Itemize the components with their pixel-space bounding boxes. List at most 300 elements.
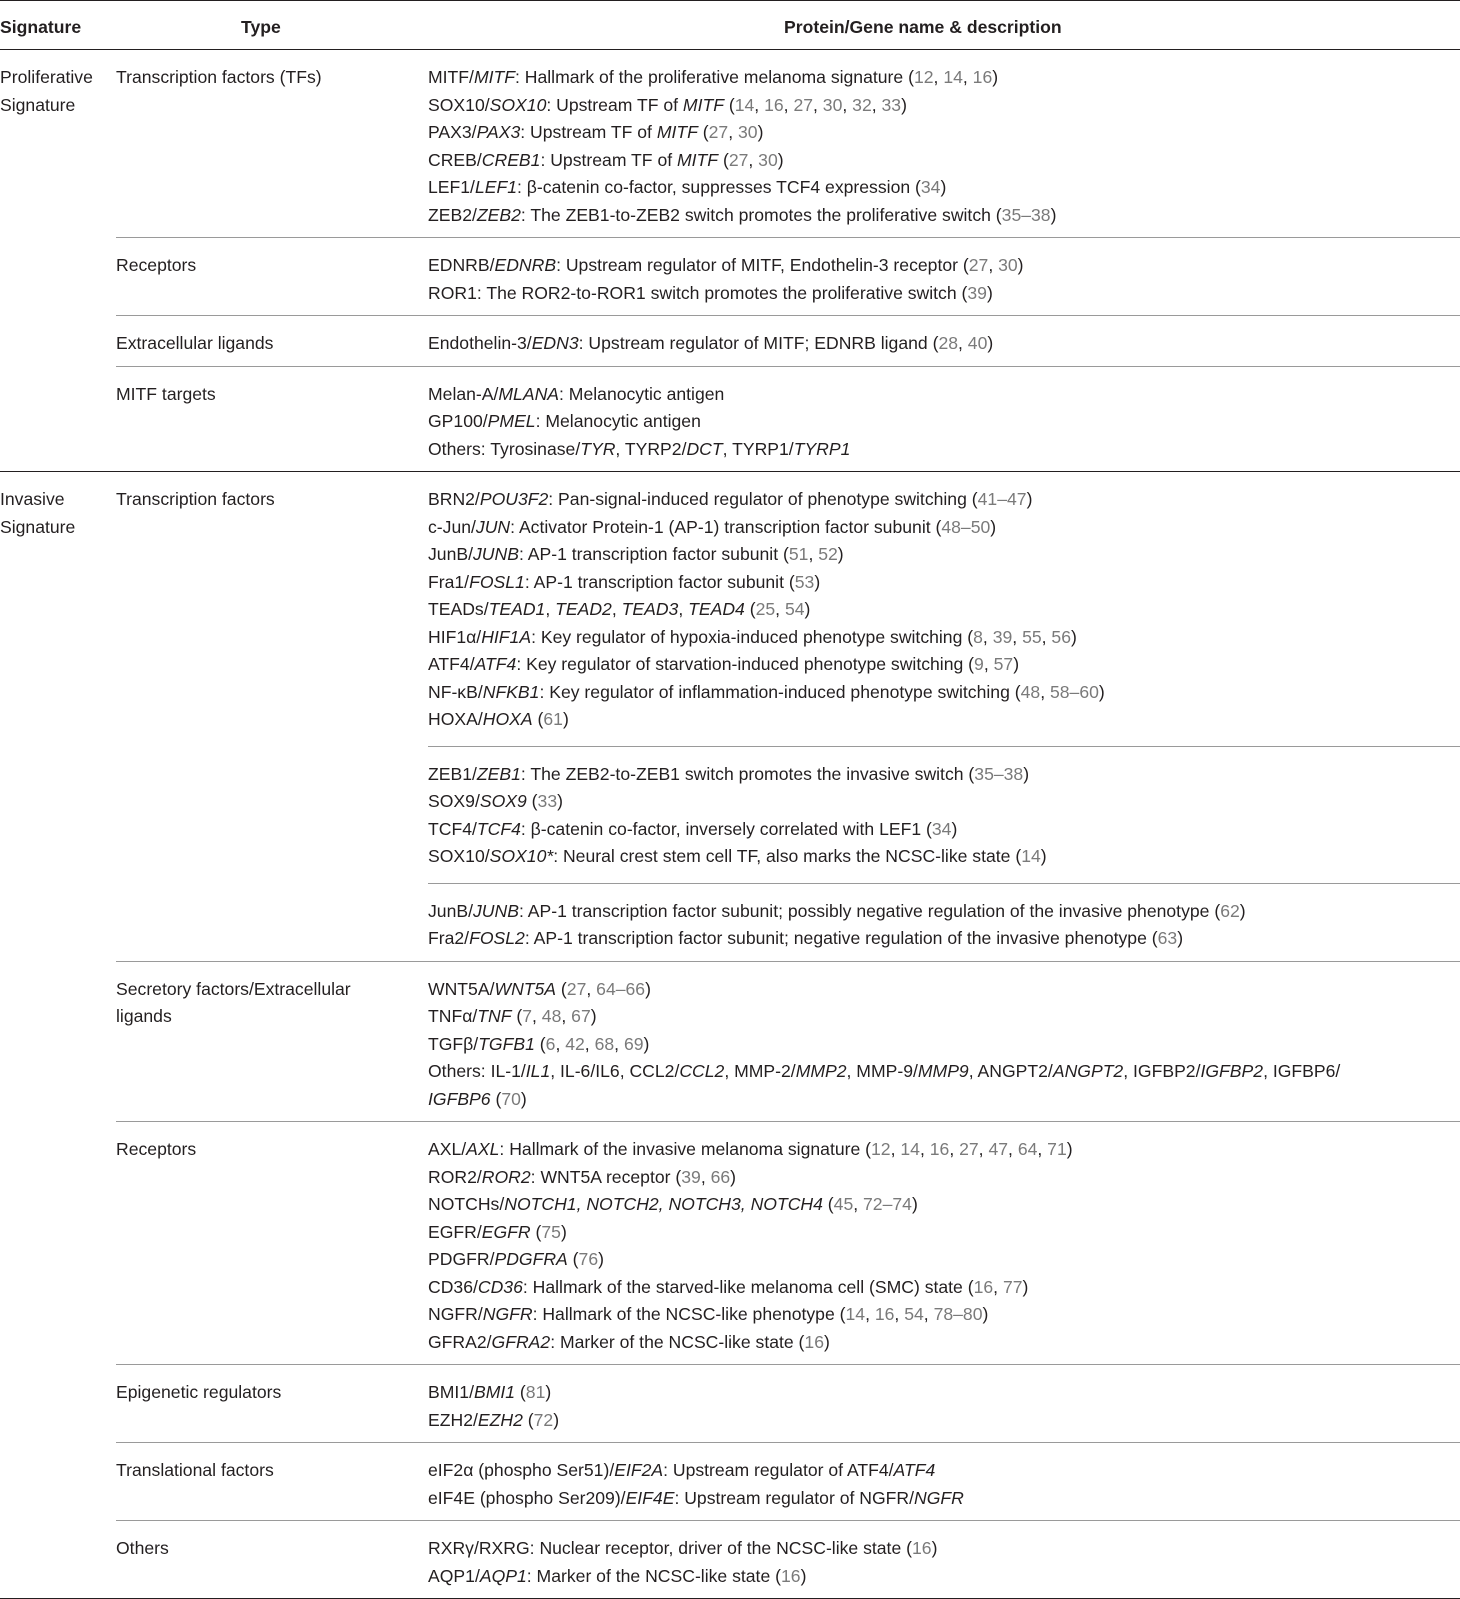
description-line	[428, 1485, 1460, 1513]
reference-number: 27	[566, 978, 587, 999]
text-segment: ,	[783, 94, 794, 115]
text-segment: CREB/	[428, 149, 482, 170]
text-segment: ,	[853, 1194, 864, 1214]
gene-symbol: IGFBP6	[428, 1088, 491, 1109]
gene-symbol: NGFR	[914, 1487, 964, 1508]
text-segment: (	[744, 599, 756, 619]
text-segment: ,	[1040, 681, 1050, 702]
description-subgroup	[428, 1136, 1460, 1356]
text-segment: : Upstream regulator of ATF4/	[663, 1460, 894, 1480]
text-segment: ,	[611, 599, 622, 619]
text-segment: Fra2/	[428, 928, 470, 948]
text-segment: : Marker of the NCSC-like state (	[550, 1331, 805, 1352]
text-segment: ZEB1/	[428, 763, 477, 784]
description-line	[428, 1219, 1460, 1247]
gene-symbol: TNF	[477, 1006, 512, 1026]
header-signature: Signature	[0, 17, 82, 37]
gene-symbol: EGFR	[481, 1221, 531, 1242]
reference-number: 55	[1022, 626, 1042, 647]
text-segment: WNT5A/	[428, 978, 495, 999]
gene-symbol: PDGFRA	[494, 1249, 568, 1269]
text-segment: )	[837, 544, 844, 564]
text-segment: SOX10/	[428, 846, 490, 866]
text-segment: TEADs/	[428, 599, 489, 619]
text-segment: : Hallmark of the starved-like melanoma cell (SMC) state (	[522, 1276, 974, 1297]
description-line	[428, 514, 1460, 542]
text-segment: )	[931, 1538, 938, 1558]
reference-number: 61	[543, 709, 563, 729]
text-segment: GFRA2/	[428, 1331, 492, 1352]
reference-number: 25	[755, 599, 776, 619]
description-line	[428, 408, 1460, 436]
description-line	[428, 252, 1460, 280]
reference-number: 56	[1051, 626, 1071, 647]
text-segment: : Hallmark of the NCSC-like phenotype (	[532, 1304, 846, 1324]
text-segment: ,	[842, 94, 853, 115]
text-segment: )	[901, 94, 907, 115]
text-segment: NOTCHs/	[428, 1194, 505, 1214]
reference-number: 66	[710, 1166, 731, 1187]
text-segment: ZEB2/	[428, 204, 477, 225]
gene-symbol: ZEB2	[476, 204, 521, 225]
text-segment: )	[757, 122, 764, 142]
gene-symbol: WNT5A	[494, 978, 557, 999]
signature-label-line: Signature	[0, 516, 76, 537]
text-segment: )	[1026, 489, 1033, 509]
header-type: Type	[241, 17, 281, 37]
description-line	[428, 761, 1460, 789]
reference-number: 30	[998, 255, 1018, 275]
text-segment: , TYRP1/	[722, 438, 794, 459]
text-segment: Fra1/	[428, 571, 470, 592]
text-segment: ,	[988, 255, 999, 275]
text-segment: ,	[865, 1304, 875, 1324]
reference-number: 33	[537, 791, 558, 811]
text-segment: )	[643, 1033, 650, 1054]
text-segment: )	[545, 1382, 552, 1402]
gene-symbol: TYR	[580, 438, 616, 459]
gene-symbol: MLANA	[498, 383, 560, 404]
reference-number: 54	[784, 599, 805, 619]
text-segment: TGFβ/	[428, 1033, 479, 1054]
text-segment: (	[532, 709, 544, 729]
type-label	[116, 381, 406, 409]
type-label-line: Receptors	[116, 1139, 197, 1159]
text-segment: ,	[775, 599, 785, 619]
gene-symbol: ANGPT2	[1052, 1061, 1124, 1081]
signature-label-line: Proliferative	[0, 67, 93, 87]
gene-symbol: SOX10*	[489, 846, 554, 866]
header-description: Protein/Gene name & description	[784, 17, 1062, 37]
reference-number: 27	[959, 1139, 979, 1159]
reference-number: 81	[525, 1382, 546, 1402]
text-segment: : Upstream regulator of MITF, Endothelin-3 receptor (	[556, 255, 969, 275]
type-group	[116, 50, 1460, 238]
gene-symbol: GFRA2	[491, 1331, 551, 1352]
reference-number: 34	[920, 177, 941, 197]
gene-symbol: HIF1A	[481, 626, 532, 647]
reference-number: 16	[780, 1565, 801, 1586]
text-segment: : Upstream TF of	[546, 94, 683, 115]
gene-symbol: NGFR	[482, 1304, 533, 1324]
reference-number: 27	[728, 149, 749, 170]
description-line	[428, 1136, 1460, 1164]
description-line	[428, 569, 1460, 597]
text-segment: HIF1α/	[428, 626, 482, 647]
description-list	[428, 1521, 1460, 1598]
description-line	[428, 1457, 1460, 1485]
text-segment: )	[1023, 763, 1030, 784]
gene-symbol: TGFB1	[478, 1033, 535, 1054]
text-segment: ,	[813, 94, 823, 115]
type-group	[116, 472, 1460, 962]
description-line	[428, 436, 1460, 464]
description-subgroup	[428, 486, 1460, 734]
reference-number: 27	[708, 122, 729, 142]
gene-symbol: FOSL1	[469, 571, 525, 592]
text-segment: ,	[754, 94, 765, 115]
text-segment: RXRγ/RXRG: Nuclear receptor, driver of the NCSC-like state (	[428, 1538, 912, 1558]
text-segment: )	[804, 599, 811, 619]
description-subgroup	[428, 1457, 1460, 1512]
text-segment: ,	[958, 333, 968, 353]
reference-number: 16	[804, 1331, 824, 1352]
reference-number: 62	[1220, 900, 1240, 921]
reference-number: 47	[988, 1139, 1009, 1159]
reference-number: 63	[1157, 928, 1178, 948]
type-group	[116, 238, 1460, 316]
type-label-line: ligands	[116, 1006, 172, 1026]
gene-symbol: LEF1	[474, 177, 518, 197]
text-segment: : AP-1 transcription factor subunit; possibly negative regulation of the invasive phenotype (	[518, 900, 1221, 921]
description-subgroup	[428, 1535, 1460, 1590]
reference-number: 33	[881, 94, 902, 115]
text-segment: NF-κB/	[428, 681, 483, 702]
type-label	[116, 1379, 406, 1407]
description-line	[428, 1274, 1460, 1302]
text-segment: AXL/	[428, 1139, 467, 1159]
reference-number: 16	[911, 1538, 932, 1558]
description-line	[428, 541, 1460, 569]
text-segment: : Hallmark of the proliferative melanoma signature (	[514, 67, 914, 87]
gene-symbol: TCF4	[476, 818, 521, 839]
description-line	[428, 1301, 1460, 1329]
text-segment: ,	[614, 1033, 624, 1054]
description-line	[428, 843, 1460, 871]
description-line	[428, 788, 1460, 816]
description-line	[428, 925, 1460, 953]
description-line	[428, 64, 1460, 92]
gene-symbol: CCL2	[679, 1061, 725, 1081]
description-line	[428, 202, 1460, 230]
gene-symbol: IGFBP2	[1200, 1061, 1264, 1081]
type-group	[116, 367, 1460, 472]
type-label-line: Secretory factors/Extracellular	[116, 978, 351, 999]
reference-number: 9	[974, 654, 984, 674]
text-segment: )	[986, 282, 993, 303]
type-label	[116, 330, 406, 358]
gene-symbol: EDN3	[531, 333, 579, 353]
description-subgroup	[428, 1379, 1460, 1434]
reference-number: 72–74	[863, 1194, 912, 1214]
text-segment: )	[1071, 626, 1077, 647]
text-segment: : AP-1 transcription factor subunit (	[524, 571, 795, 592]
description-subgroup	[428, 381, 1460, 464]
gene-symbol: MITF	[473, 67, 515, 87]
reference-number: 14	[734, 94, 755, 115]
gene-symbol: HOXA	[482, 709, 533, 729]
gene-symbol: DCT	[686, 438, 723, 459]
text-segment: : Melanocytic antigen	[559, 383, 725, 404]
type-group	[116, 316, 1460, 367]
reference-number: 64–66	[596, 978, 646, 999]
description-line	[428, 381, 1460, 409]
gene-symbol: IL1	[525, 1061, 551, 1081]
reference-number: 51	[788, 544, 809, 564]
text-segment: )	[553, 1409, 560, 1430]
text-segment: : Upstream regulator of NGFR/	[674, 1487, 914, 1508]
signature-block	[0, 50, 1460, 472]
description-line	[428, 706, 1460, 734]
description-list	[428, 1443, 1460, 1520]
text-segment: ,	[748, 149, 759, 170]
description-line	[428, 280, 1460, 308]
type-label	[116, 64, 406, 92]
text-segment: Others: Tyrosinase/	[428, 438, 581, 459]
gene-symbol: MITF	[677, 149, 719, 170]
text-segment: )	[590, 1006, 597, 1026]
type-label-line: Receptors	[116, 255, 197, 275]
reference-number: 39	[967, 282, 987, 303]
text-segment: (	[515, 1382, 526, 1402]
text-segment: )	[1022, 1276, 1029, 1297]
reference-number: 54	[904, 1304, 924, 1324]
description-line	[428, 816, 1460, 844]
gene-symbol: JUNB	[473, 900, 519, 921]
type-label	[116, 486, 406, 514]
text-segment: )	[800, 1565, 807, 1586]
description-line	[428, 1003, 1460, 1031]
description-line	[428, 1058, 1460, 1086]
reference-number: 14	[900, 1139, 920, 1159]
text-segment: ,	[1041, 626, 1052, 647]
text-segment: CD36/	[428, 1276, 478, 1297]
reference-number: 16	[764, 94, 784, 115]
text-segment: SOX9/	[428, 791, 480, 811]
type-label-line: Transcription factors	[116, 489, 275, 509]
text-segment: : AP-1 transcription factor subunit; negative regulation of the invasive phenotype (	[524, 928, 1158, 948]
text-segment: (	[522, 1409, 534, 1430]
reference-number: 67	[571, 1006, 591, 1026]
text-segment: ROR2/	[428, 1166, 482, 1187]
gene-symbol: PAX3	[476, 122, 521, 142]
text-segment: )	[520, 1088, 527, 1109]
text-segment: (	[718, 149, 729, 170]
reference-number: 40	[967, 333, 988, 353]
reference-number: 14	[845, 1304, 866, 1324]
text-segment: : Upstream regulator of MITF; EDNRB ligand (	[578, 333, 939, 353]
description-list	[428, 367, 1460, 472]
text-segment: )	[1040, 846, 1047, 866]
type-label	[116, 1136, 406, 1164]
text-segment: )	[992, 67, 999, 87]
text-segment: SOX10/	[428, 94, 490, 115]
gene-symbol: MITF	[656, 122, 698, 142]
text-segment: ,	[1008, 1139, 1018, 1159]
text-segment: BRN2/	[428, 489, 480, 509]
text-segment: BMI1/	[428, 1382, 474, 1402]
description-list	[428, 472, 1460, 961]
text-segment: (	[511, 1006, 523, 1026]
text-segment: Melan-A/	[428, 383, 499, 404]
text-segment: , ANGPT2/	[968, 1061, 1053, 1081]
text-segment: eIF4E (phospho Ser209)/	[428, 1487, 626, 1508]
gene-symbol: TYRP1	[793, 438, 851, 459]
text-segment: ,	[894, 1304, 905, 1324]
text-segment: )	[730, 1166, 737, 1187]
reference-number: 39	[681, 1166, 701, 1187]
description-list	[428, 238, 1460, 315]
gene-symbol: AXL	[466, 1139, 500, 1159]
text-segment: , IGFBP2/	[1123, 1061, 1201, 1081]
type-group	[116, 1365, 1460, 1443]
text-segment: (	[556, 978, 567, 999]
gene-symbol: NFKB1	[482, 681, 540, 702]
gene-symbol: ROR2	[481, 1166, 531, 1187]
reference-number: 16	[973, 1276, 994, 1297]
text-segment: ,	[586, 978, 597, 999]
gene-symbol: ATF4	[474, 654, 517, 674]
gene-symbol: MMP2	[795, 1061, 847, 1081]
gene-symbol: ATF4	[893, 1460, 936, 1480]
description-line	[428, 1379, 1460, 1407]
description-subgroup	[428, 746, 1460, 871]
type-label	[116, 1535, 406, 1563]
text-segment: )	[1066, 1139, 1073, 1159]
reference-number: 12	[871, 1139, 891, 1159]
text-segment: )	[645, 978, 651, 999]
text-segment: : Key regulator of inflammation-induced phenotype switching (	[539, 681, 1021, 702]
gene-symbol: JUN	[475, 516, 511, 537]
description-line	[428, 596, 1460, 624]
text-segment: )	[557, 791, 563, 811]
text-segment: ,	[933, 67, 944, 87]
text-segment: MITF/	[428, 67, 474, 87]
text-segment: TCF4/	[428, 818, 477, 839]
text-segment: ,	[532, 1006, 542, 1026]
reference-number: 7	[522, 1006, 533, 1026]
text-segment: )	[1098, 681, 1105, 702]
reference-number: 35–38	[974, 763, 1024, 784]
reference-number: 45	[833, 1194, 854, 1214]
reference-number: 27	[968, 255, 989, 275]
reference-number: 35–38	[1001, 204, 1051, 225]
text-segment: ROR1: The ROR2-to-ROR1 switch promotes the proliferative switch (	[428, 282, 968, 303]
description-subgroup	[428, 252, 1460, 307]
text-segment: JunB/	[428, 544, 473, 564]
description-line	[428, 486, 1460, 514]
text-segment: ,	[871, 94, 882, 115]
text-segment: )	[990, 516, 997, 537]
text-segment: )	[1239, 900, 1246, 921]
description-line	[428, 174, 1460, 202]
description-list	[428, 1365, 1460, 1442]
type-label-line: MITF targets	[116, 383, 216, 404]
reference-number: 48	[1020, 681, 1041, 702]
text-segment: )	[982, 1304, 989, 1324]
gene-symbol: EIF4E	[625, 1487, 675, 1508]
text-segment: JunB/	[428, 900, 473, 921]
text-segment: : β-catenin co-factor, inversely correlated with LEF1 (	[520, 818, 932, 839]
text-segment: : Marker of the NCSC-like state (	[526, 1565, 781, 1586]
text-segment: TNFα/	[428, 1006, 478, 1026]
gene-symbol: TEAD3	[621, 599, 679, 619]
text-segment: )	[1017, 255, 1024, 275]
reference-number: 52	[818, 544, 838, 564]
type-group	[116, 1443, 1460, 1521]
description-subgroup	[428, 976, 1460, 1114]
text-segment: : WNT5A receptor (	[530, 1166, 682, 1187]
text-segment: ,	[923, 1304, 934, 1324]
text-segment: c-Jun/	[428, 516, 476, 537]
reference-number: 30	[737, 122, 758, 142]
text-segment: : The ZEB2-to-ZEB1 switch promotes the invasive switch (	[520, 763, 975, 784]
description-line	[428, 1031, 1460, 1059]
text-segment: NGFR/	[428, 1304, 483, 1324]
gene-symbol: TEAD4	[688, 599, 745, 619]
reference-number: 16	[972, 67, 993, 87]
type-label-line: Others	[116, 1538, 169, 1558]
description-list	[428, 1122, 1460, 1364]
signature-label	[0, 486, 110, 541]
gene-symbol: FOSL2	[469, 928, 525, 948]
text-segment: EZH2/	[428, 1409, 478, 1430]
description-line	[428, 1407, 1460, 1435]
description-line	[428, 651, 1460, 679]
gene-symbol: EZH2	[477, 1409, 523, 1430]
reference-number: 70	[501, 1088, 521, 1109]
reference-number: 64	[1017, 1139, 1038, 1159]
text-segment: EDNRB/	[428, 255, 495, 275]
text-segment: ,	[1012, 626, 1023, 647]
description-line	[428, 624, 1460, 652]
text-segment: PDGFR/	[428, 1249, 495, 1269]
gene-symbol: SOX9	[479, 791, 527, 811]
text-segment: (	[697, 122, 709, 142]
gene-symbol: NOTCH1, NOTCH2, NOTCH3, NOTCH4	[504, 1194, 823, 1214]
gene-symbol: SOX10	[489, 94, 547, 115]
description-subgroup	[428, 883, 1460, 953]
text-segment: eIF2α (phospho Ser51)/	[428, 1460, 615, 1480]
gene-symbol: AQP1	[479, 1565, 527, 1586]
text-segment: , IGFBP6/	[1263, 1061, 1341, 1081]
reference-number: 78–80	[933, 1304, 983, 1324]
text-segment: Endothelin-3/	[428, 333, 532, 353]
type-group	[116, 1521, 1460, 1598]
reference-number: 48–50	[941, 516, 991, 537]
description-line	[428, 679, 1460, 707]
text-segment: ,	[982, 626, 993, 647]
type-label	[116, 1457, 406, 1485]
description-line	[428, 119, 1460, 147]
reference-number: 53	[794, 571, 815, 592]
gene-symbol: BMI1	[473, 1382, 516, 1402]
reference-number: 16	[929, 1139, 950, 1159]
reference-number: 14	[1021, 846, 1041, 866]
reference-number: 75	[541, 1221, 561, 1242]
text-segment: (	[723, 94, 735, 115]
text-segment: )	[951, 818, 958, 839]
